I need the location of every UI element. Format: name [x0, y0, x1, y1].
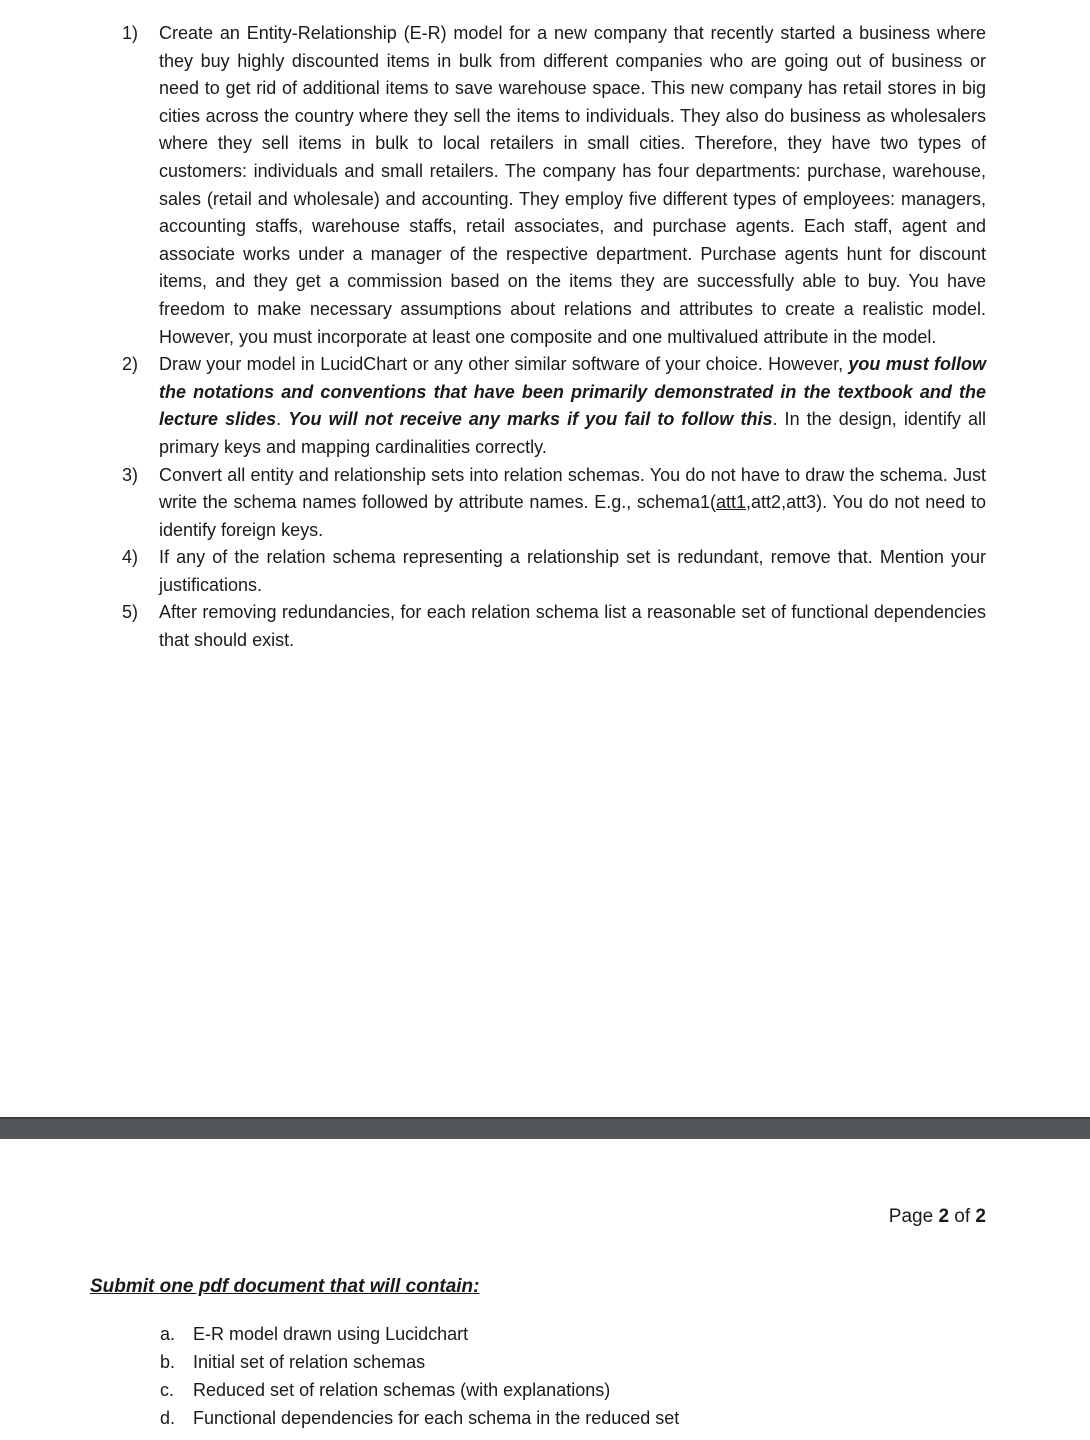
page-total: 2	[975, 1206, 986, 1227]
deliverable-text: Reduced set of relation schemas (with explanations)	[193, 1380, 611, 1400]
page-current: 2	[938, 1206, 950, 1227]
task-text: If any of the relation schema representing a relationship set is redundant, remove that. Mention your justifications.	[159, 547, 986, 595]
page-prefix: Page	[888, 1206, 939, 1227]
deliverable-item	[160, 1404, 679, 1432]
task-number: 5)	[122, 602, 139, 623]
task-text: After removing redundancies, for each relation schema list a reasonable set of functional dependencies that should exist.	[159, 602, 986, 651]
submit-heading: Submit one pdf document that will contain:	[90, 1276, 480, 1297]
task-number: 4)	[122, 547, 139, 568]
task-text-part: Convert all entity and relationship sets into relation schemas. You do not have to draw the schema. Just write the schema names followed by attribute names. E.g., schema1(	[159, 464, 986, 513]
task-text-part: .	[276, 409, 289, 430]
task-number: 2)	[122, 354, 139, 375]
deliverable-text: Initial set of relation schemas	[193, 1352, 426, 1372]
task-number: 3)	[122, 464, 139, 485]
task-text	[159, 351, 986, 461]
task-list	[122, 20, 986, 655]
task-text-part: Draw your model in LucidChart or any other similar software of your choice. However,	[159, 354, 849, 375]
deliverables-list	[160, 1320, 679, 1432]
task-item-3	[122, 462, 986, 545]
task-text-part: ,att2,att3). You do not need to identify foreign keys.	[159, 492, 986, 540]
page-of: of	[949, 1206, 976, 1227]
deliverable-item	[160, 1376, 679, 1404]
task-emphasis: you must follow the notations and conventions that have been primarily demonstrated in the textbook and the lecture slides	[159, 354, 986, 430]
task-number: 1)	[122, 23, 139, 43]
deliverable-letter: c.	[160, 1380, 175, 1400]
deliverable-item	[160, 1348, 679, 1376]
page-number	[889, 1206, 986, 1228]
task-item-1	[122, 20, 986, 351]
underlined-attribute: att1	[716, 492, 747, 513]
task-text-part: . In the design, identify all primary keys and mapping cardinalities correctly.	[159, 409, 986, 457]
task-item-4	[122, 544, 986, 599]
task-text	[159, 462, 986, 545]
page-divider	[0, 1117, 1090, 1139]
deliverable-text: Functional dependencies for each schema in the reduced set	[193, 1408, 680, 1428]
task-item-2	[122, 351, 986, 461]
deliverable-text: E-R model drawn using Lucidchart	[193, 1324, 469, 1344]
deliverable-item	[160, 1320, 679, 1348]
task-emphasis: You will not receive any marks if you fail to follow this	[288, 409, 773, 430]
deliverable-letter: a.	[160, 1324, 176, 1344]
task-text: Create an Entity-Relationship (E-R) model for a new company that recently started a business where they buy highly discounted items in bulk from different companies who are going out of business or need to get rid of additional items to save warehouse space. This new company has retail stores in big cities across the country where they sell the items to individuals. They also do business as wholesalers where they sell items in bulk to local retailers in small cities. Therefore, they have two types of customers: individuals and small retailers. The company has four departments: purchase, warehouse, sales (retail and wholesale) and accounting. They employ five different types of employees: managers, accounting staffs, warehouse staffs, retail associates, and purchase agents. Each staff, agent and associate works under a manager of the respective department. Purchase agents hunt for discount items, and they get a commission based on the items they are successfully able to buy. You have freedom to make necessary assumptions about relations and attributes to create a realistic model. However, you must incorporate at least one composite and one multivalued attribute in the model.	[159, 23, 986, 347]
deliverable-letter: b.	[160, 1352, 176, 1372]
task-item-5	[122, 599, 986, 654]
deliverable-letter: d.	[160, 1408, 176, 1428]
